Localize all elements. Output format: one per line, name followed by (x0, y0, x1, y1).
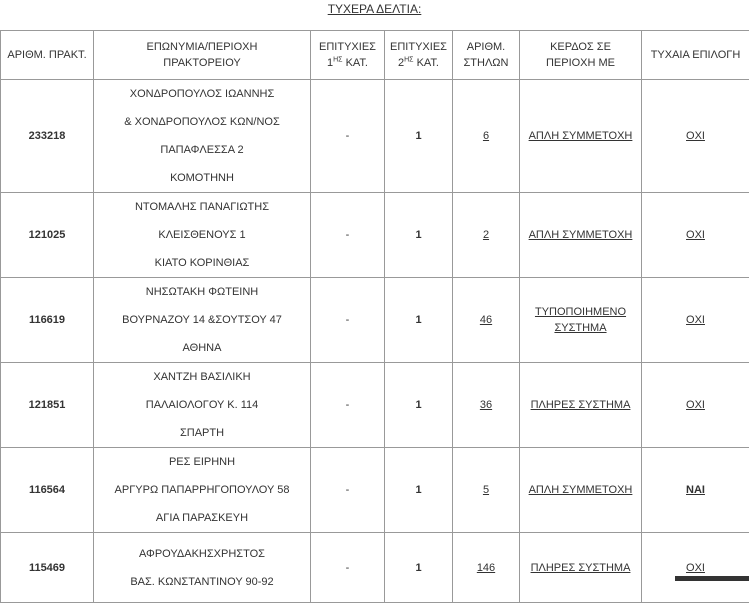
winning-tickets-table (0, 30, 749, 603)
cat2-wins: 1 (385, 80, 453, 193)
header-agent-no: ΑΡΙΘΜ. ΠΡΑΚΤ. (1, 31, 94, 80)
agent-code: 233218 (1, 80, 94, 193)
random-pick-link[interactable]: ΟΧΙ (686, 562, 705, 574)
table-row (1, 448, 749, 533)
header-columns: ΑΡΙΘΜ. ΣΤΗΛΩΝ (453, 31, 520, 80)
cat2-wins: 1 (385, 278, 453, 363)
agent-details: ΝΗΣΩΤΑΚΗ ΦΩΤΕΙΝΗ ΒΟΥΡΝΑΖΟΥ 14 &ΣΟΥΤΣΟΥ 47 ΑΘΗΝΑ (94, 278, 311, 363)
system-link[interactable]: ΤΥΠΟΠΟΙΗΜΕΝΟ ΣΥΣΤΗΜΑ (535, 306, 626, 334)
cat1-wins: - (311, 278, 385, 363)
cat2-wins: 1 (385, 193, 453, 278)
cat2-wins: 1 (385, 363, 453, 448)
header-agent-name: ΕΠΩΝΥΜΙΑ/ΠΕΡΙΟΧΗ ΠΡΑΚΤΟΡΕΙΟΥ (94, 31, 311, 80)
columns-link[interactable]: 5 (483, 484, 489, 496)
random-pick-link[interactable]: ΟΧΙ (686, 399, 705, 411)
cat1-wins: - (311, 533, 385, 603)
agent-code: 115469 (1, 533, 94, 603)
random-pick-link[interactable]: ΝΑΙ (686, 484, 705, 496)
table-row (1, 363, 749, 448)
header-cat1: ΕΠΙΤΥΧΙΕΣ $1^{H\Sigma}$ ΚΑΤ. (311, 31, 385, 80)
table-row (1, 533, 749, 603)
random-pick-link[interactable]: ΟΧΙ (686, 229, 705, 241)
system-link[interactable]: ΑΠΛΗ ΣΥΜΜΕΤΟΧΗ (529, 130, 633, 142)
table-row (1, 278, 749, 363)
header-random: ΤΥΧΑΙΑ ΕΠΙΛΟΓΗ (642, 31, 749, 80)
header-cat2: ΕΠΙΤΥΧΙΕΣ $2^{H\Sigma}$ ΚΑΤ. (385, 31, 453, 80)
system-link[interactable]: ΑΠΛΗ ΣΥΜΜΕΤΟΧΗ (529, 229, 633, 241)
columns-link[interactable]: 146 (477, 562, 495, 574)
agent-details: ΡΕΣ ΕΙΡΗΝΗ ΑΡΓΥΡΩ ΠΑΠΑΡΡΗΓΟΠΟΥΛΟΥ 58 ΑΓΙΑ ΠΑΡΑΣΚΕΥΗ (94, 448, 311, 533)
agent-details: ΝΤΟΜΑΛΗΣ ΠΑΝΑΓΙΩΤΗΣ ΚΛΕΙΣΘΕΝΟΥΣ 1 ΚΙΑΤΟ ΚΟΡΙΝΘΙΑΣ (94, 193, 311, 278)
table-row (1, 193, 749, 278)
agent-code: 121851 (1, 363, 94, 448)
table-header-row (1, 31, 749, 80)
columns-link[interactable]: 46 (480, 314, 492, 326)
table-row (1, 80, 749, 193)
system-link[interactable]: ΠΛΗΡΕΣ ΣΥΣΤΗΜΑ (531, 399, 631, 411)
agent-details: ΧΟΝΔΡΟΠΟΥΛΟΣ ΙΩΑΝΝΗΣ & ΧΟΝΔΡΟΠΟΥΛΟΣ ΚΩΝ/ΝΟΣ ΠΑΠΑΦΛΕΣΣΑ 2 ΚΟΜΟΤΗΝΗ (94, 80, 311, 193)
agent-code: 116564 (1, 448, 94, 533)
cat1-wins: - (311, 193, 385, 278)
cat2-wins: 1 (385, 448, 453, 533)
columns-link[interactable]: 2 (483, 229, 489, 241)
cat1-wins: - (311, 80, 385, 193)
agent-details: ΑΦΡΟΥΔΑΚΗΣΧΡΗΣΤΟΣ ΒΑΣ. ΚΩΝΣΤΑΝΤΙΝΟΥ 90-92 (94, 533, 311, 603)
system-link[interactable]: ΑΠΛΗ ΣΥΜΜΕΤΟΧΗ (529, 484, 633, 496)
random-pick-link[interactable]: ΟΧΙ (686, 314, 705, 326)
columns-link[interactable]: 6 (483, 130, 489, 142)
cat2-wins: 1 (385, 533, 453, 603)
cat1-wins: - (311, 363, 385, 448)
system-link[interactable]: ΠΛΗΡΕΣ ΣΥΣΤΗΜΑ (531, 562, 631, 574)
cat1-wins: - (311, 448, 385, 533)
page-title: ΤΥΧΕΡΑ ΔΕΛΤΙΑ: (0, 2, 749, 16)
agent-code: 116619 (1, 278, 94, 363)
columns-link[interactable]: 36 (480, 399, 492, 411)
random-pick-link[interactable]: ΟΧΙ (686, 130, 705, 142)
header-win-area: ΚΕΡΔΟΣ ΣΕ ΠΕΡΙΟΧΗ ΜΕ (520, 31, 642, 80)
agent-details: ΧΑΝΤΖΗ ΒΑΣΙΛΙΚΗ ΠΑΛΑΙΟΛΟΓΟΥ Κ. 114 ΣΠΑΡΤΗ (94, 363, 311, 448)
agent-code: 121025 (1, 193, 94, 278)
scrollbar-thumb[interactable] (675, 576, 749, 581)
